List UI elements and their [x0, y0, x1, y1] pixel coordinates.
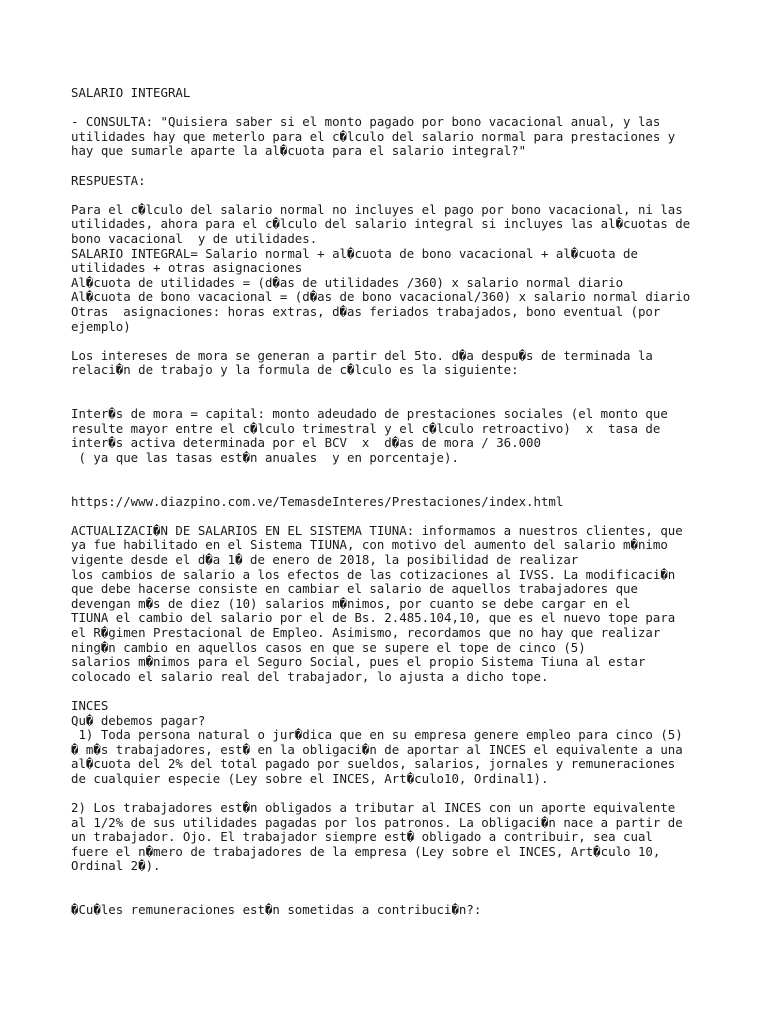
text-line: [71, 509, 751, 524]
text-line: relaci�n de trabajo y la formula de c�lculo es la siguiente:: [71, 362, 519, 378]
text-line: [71, 787, 751, 802]
text-line: Ordinal 2�).: [71, 858, 161, 874]
text-line: [71, 465, 751, 480]
text-line: [71, 378, 751, 393]
text-line: SALARIO INTEGRAL= Salario normal + al�cuota de bono vacacional + al�cuota de: [71, 245, 638, 261]
text-line: - CONSULTA: "Quisiera saber si el monto pagado por bono vacacional anual, y las: [71, 114, 661, 130]
text-line: Otras asignaciones: horas extras, d�as feriados trabajados, bono eventual (por: [71, 303, 661, 319]
text-line: RESPUESTA:: [71, 172, 146, 188]
text-line: utilidades + otras asignaciones: [71, 260, 303, 276]
text-line: TIUNA el cambio del salario por el de Bs. 2.485.104,10, que es el nuevo tope para: [71, 610, 676, 626]
document-body: [71, 86, 751, 918]
text-line: [71, 480, 751, 495]
text-line: el R�gimen Prestacional de Empleo. Asimismo, recordamos que no hay que realizar: [71, 624, 661, 640]
text-line: [71, 874, 751, 889]
text-line: [71, 188, 751, 203]
text-line: Para el c�lculo del salario normal no incluyes el pago por bono vacacional, ni las: [71, 201, 683, 217]
text-line: al�cuota del 2% del total pagado por sueldos, salarios, jornales y remuneraciones: [71, 756, 676, 772]
text-line: [71, 392, 751, 407]
text-line: resulte mayor entre el c�lculo trimestral y el c�lculo retroactivo) x tasa de: [71, 420, 661, 436]
text-line: [71, 334, 751, 349]
text-line: INCES: [71, 697, 109, 713]
text-line: Al�cuota de utilidades = (d�as de utilidades /360) x salario normal diario: [71, 274, 624, 290]
text-line: ya fue habilitado en el Sistema TIUNA, con motivo del aumento del salario m�nimo: [71, 537, 668, 553]
text-line: Los intereses de mora se generan a partir del 5to. d�a despu�s de terminada la: [71, 347, 653, 363]
text-line: bono vacacional y de utilidades.: [71, 230, 318, 246]
text-line: 2) Los trabajadores est�n obligados a tributar al INCES con un aporte equivalente: [71, 800, 676, 816]
text-line: 1) Toda persona natural o jur�dica que en su empresa genere empleo para cinco (5): [71, 727, 683, 743]
text-line: utilidades hay que meterlo para el c�lculo del salario normal para prestaciones y: [71, 128, 676, 144]
text-line: ( ya que las tasas est�n anuales y en porcentaje).: [71, 449, 459, 465]
text-line: [71, 889, 751, 904]
text-line: Al�cuota de bono vacacional = (d�as de bono vacacional/360) x salario normal diario: [71, 289, 691, 305]
text-line: [71, 684, 751, 699]
text-line: fuere el n�mero de trabajadores de la empresa (Ley sobre el INCES, Art�culo 10,: [71, 843, 661, 859]
text-line: https://www.diazpino.com.ve/TemasdeInteres/Prestaciones/index.html: [71, 493, 564, 509]
text-line: devengan m�s de diez (10) salarios m�nimos, por cuanto se debe cargar en el: [71, 595, 631, 611]
text-line: Qu� debemos pagar?: [71, 712, 206, 728]
text-line: [71, 159, 751, 174]
text-line: � m�s trabajadores, est� en la obligaci�n de aportar al INCES el equivalente a una: [71, 741, 683, 757]
text-line: utilidades, ahora para el c�lculo del salario integral si incluyes las al�cuotas de: [71, 216, 691, 232]
text-line: ACTUALIZACI�N DE SALARIOS EN EL SISTEMA TIUNA: informamos a nuestros clientes, que: [71, 522, 683, 538]
text-line: vigente desde el d�a 1� de enero de 2018, la posibilidad de realizar: [71, 552, 579, 567]
text-line: de cualquier especie (Ley sobre el INCES, Art�culo10, Ordinal1).: [71, 770, 549, 786]
text-line: �Cu�les remuneraciones est�n sometidas a contribuci�n?:: [71, 902, 482, 918]
text-line: salarios m�nimos para el Seguro Social, pues el propio Sistema Tiuna al estar: [71, 654, 646, 670]
text-line: ejemplo): [71, 318, 131, 334]
text-line: que debe hacerse consiste en cambiar el salario de aquellos trabajadores que: [71, 581, 638, 597]
text-line: SALARIO INTEGRAL: [71, 85, 191, 100]
text-line: hay que sumarle aparte la al�cuota para el salario integral?": [71, 143, 527, 159]
text-line: Inter�s de mora = capital: monto adeudado de prestaciones sociales (el monto que: [71, 406, 668, 422]
text-line: colocado el salario real del trabajador, lo ajusta a dicho tope.: [71, 668, 549, 684]
text-line: [71, 101, 751, 116]
text-line: ning�n cambio en aquellos casos en que se supere el tope de cinco (5): [71, 639, 586, 655]
text-line: un trabajador. Ojo. El trabajador siempre est� obligado a contribuir, sea cual: [71, 829, 653, 845]
text-line: inter�s activa determinada por el BCV x d�as de mora / 36.000: [71, 435, 541, 451]
text-line: al 1/2% de sus utilidades pagadas por los patronos. La obligaci�n nace a partir de: [71, 814, 683, 830]
text-line: los cambios de salario a los efectos de las cotizaciones al IVSS. La modificaci�n: [71, 566, 676, 582]
